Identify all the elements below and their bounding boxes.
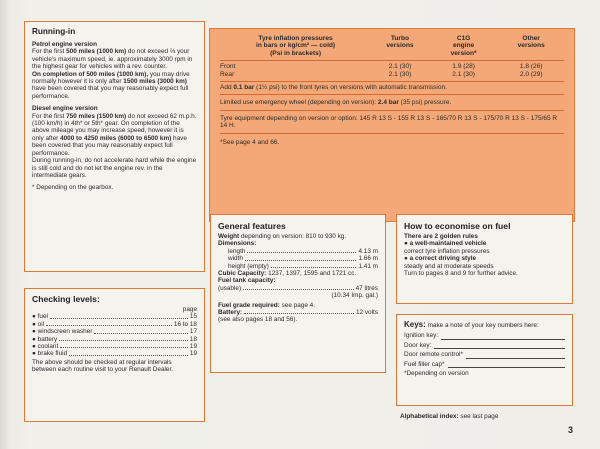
tyre-table-header: [220, 35, 564, 57]
divider: [220, 110, 564, 111]
rule-2-text: steady and at moderate speeds: [404, 262, 494, 270]
checking-levels-title: Checking levels:: [32, 294, 100, 304]
golden-rules-subtitle: There are 2 golden rules: [404, 233, 478, 240]
level-item: ● fuel 15: [32, 313, 197, 321]
battery-line: Battery: 12 volts: [218, 309, 378, 317]
petrol-paragraph-2: On completion of 500 miles (1000 km), you may drive normally however it is only after 1500 miles (3000 km) have been covered that you may reasonably expect full performance.: [32, 70, 190, 100]
divider: [220, 81, 564, 82]
keys-list: [404, 332, 565, 368]
rule-2-heading: ● a correct driving style: [404, 255, 477, 263]
dimensions-label: Dimensions:: [218, 240, 257, 248]
divider: [220, 133, 564, 134]
dimension-item: length 4.13 m: [228, 247, 378, 255]
petrol-heading: Petrol engine version: [32, 41, 97, 48]
economise-title: How to economise on fuel: [404, 221, 511, 231]
diesel-paragraph-1: For the first 750 miles (1500 km) do not exceed 62 m.p.h. (100 km/h) in 4th* or 5th* gear. On completion of the above mileage you may increase speed, however it is only after 4000 to 4250 miles (6000 to 6500 km) have been covered that you may reasonably expect full performance.: [32, 112, 197, 157]
tyre-rows: [220, 63, 564, 78]
cubic-capacity-line: Cubic Capacity: 1237, 1397, 1595 and 1721 cc.: [218, 270, 357, 278]
rule-1-text: correct tyre inflation pressures: [404, 247, 490, 255]
tyre-equipment-note: Tyre equipment depending on version or option: 145 R 13 S - 155 R 13 S - 165/70 R 13 S - 175/70 R 13 S - 175/65 R 14 H.: [220, 114, 558, 130]
divider: [220, 94, 564, 95]
level-item: ● oil 16 to 18: [32, 320, 197, 328]
see-pages-note: *See page 4 and 66.: [220, 138, 280, 146]
automatic-note: Add 0.1 bar (1½ psi) to the front tyres on versions with automatic transmission.: [220, 84, 447, 92]
running-in-title: Running-in: [32, 27, 76, 36]
turbo-column-header: Turbo versions: [386, 35, 414, 50]
tyre-row: Rear 2.1 (30) 2.1 (30) 2.0 (29): [220, 70, 543, 78]
levels-list: [32, 313, 197, 357]
level-item: ● coolant 19: [32, 343, 197, 351]
emergency-wheel-note: Limited use emergency wheel (depending on version): 2.4 bar (35 psi) pressure.: [220, 99, 452, 107]
general-features-title: General features: [218, 221, 286, 231]
running-in-box: [24, 21, 205, 272]
page-number: 3: [568, 425, 574, 435]
dimension-item: height (empty) 1.41 m: [228, 262, 378, 270]
diesel-heading: Diesel engine version: [32, 105, 98, 113]
checking-levels-box: [24, 288, 205, 422]
keys-heading: Keys: make a note of your key numbers here:: [404, 320, 539, 329]
c1g-column-header: C1G engine version*: [450, 35, 477, 57]
key-number-field[interactable]: Fuel filler cap*: [404, 361, 565, 368]
keys-box: [396, 314, 573, 406]
tyre-pressure-box: [209, 28, 575, 222]
key-number-field[interactable]: Door key:: [404, 342, 565, 349]
other-column-header: Other versions: [517, 35, 545, 50]
general-features-box: [210, 214, 386, 373]
checking-note: The above should be checked at regular intervals between each routine visit to your Renault Dealer.: [32, 358, 174, 374]
gearbox-footnote: * Depending on the gearbox.: [32, 184, 114, 192]
diesel-paragraph-2: During running-in, do not accelerate hard while the engine is still cold and do not let the engine rev. in the intermediate gears.: [32, 157, 197, 179]
key-number-field[interactable]: Ignition key:: [404, 332, 565, 339]
weight-line: Weight depending on version: 810 to 930 kg.: [218, 233, 347, 240]
pressure-column-header: Tyre inflation pressures in bars or kg/cm² — cold) (Psi in brackets): [255, 35, 336, 57]
further-advice: Turn to pages 8 and 9 for further advice.: [404, 270, 518, 278]
fuel-grade-line: Fuel grade required: see page 4.: [218, 301, 315, 309]
level-item: ● brake fluid 19: [32, 350, 197, 358]
rule-1-heading: ● a well-maintained vehicle: [404, 240, 487, 248]
economise-box: [396, 214, 573, 304]
level-item: ● windscreen washer 17: [32, 328, 197, 336]
level-item: ● battery 18: [32, 335, 197, 343]
petrol-paragraph-1: For the first 500 miles (1000 km) do not exceed ⅔ your vehicle's maximum speed, ie. approximately 3000 rpm in the highest gear for vehicles with a rev. counter.: [32, 48, 193, 71]
dimensions-list: [218, 248, 378, 270]
fuel-tank-label: Fuel tank capacity:: [218, 277, 276, 285]
key-number-field[interactable]: Door remote control*: [404, 351, 565, 358]
dimension-item: width 1.66 m: [228, 255, 378, 263]
keys-footnote: *Depending on version: [404, 370, 469, 378]
divider: [220, 60, 564, 61]
tyre-row: Front 2.1 (30) 1.9 (28) 1.8 (26): [220, 63, 543, 71]
fuel-tank-gallons: (10.34 Imp. gal.): [331, 292, 378, 300]
battery-see-note: (see also pages 18 and 56).: [218, 316, 298, 324]
page-column-label: page: [182, 306, 197, 313]
fuel-tank-usable: (usable) 47 litres: [218, 284, 378, 292]
alphabetical-index: Alphabetical index: see last page: [400, 413, 499, 420]
